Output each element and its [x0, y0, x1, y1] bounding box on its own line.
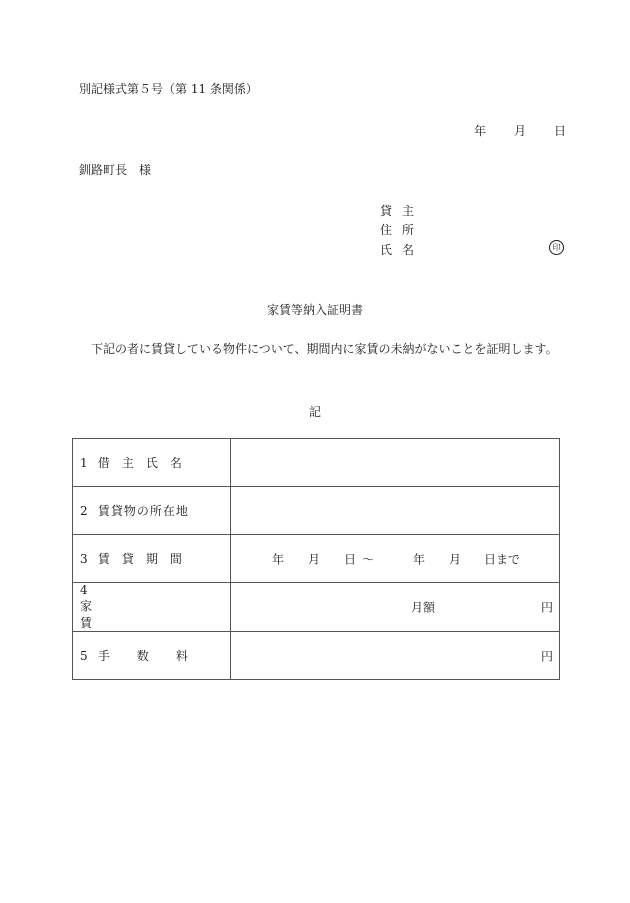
rental-period-cell[interactable]	[231, 535, 560, 583]
document-title: 家賃等納入証明書	[266, 303, 363, 317]
row-label: 借主氏名	[97, 456, 194, 470]
date-month: 月	[514, 124, 527, 138]
period-end-day: 日まで	[484, 552, 521, 566]
row-number: 4	[80, 583, 88, 597]
lender-title-label: 貸主	[380, 204, 425, 218]
lender-name-label: 氏名	[380, 243, 425, 257]
lender-address-label: 住所	[380, 223, 425, 237]
row-label-cell	[73, 487, 231, 535]
fee-yen-label: 円	[540, 649, 553, 663]
row-number: 3	[80, 552, 88, 566]
seal-mark: 印	[549, 240, 564, 255]
table-row	[73, 535, 560, 583]
rent-monthly-label: 月額	[411, 600, 436, 615]
period-tilde: ～	[362, 552, 375, 566]
rent-yen-label: 円	[540, 600, 553, 615]
table-row	[73, 487, 560, 535]
row-label: 手数料	[97, 649, 215, 663]
record-table	[72, 438, 560, 680]
property-location-cell[interactable]	[231, 487, 560, 535]
row-label-cell	[73, 535, 231, 583]
row-label: 家賃	[80, 599, 163, 630]
period-end-month: 月	[449, 552, 462, 566]
row-label-cell	[73, 439, 231, 487]
period-start-day: 日	[344, 552, 357, 566]
period-start-month: 月	[308, 552, 321, 566]
row-number: 5	[80, 649, 88, 663]
rent-cell[interactable]	[231, 583, 560, 632]
row-number: 2	[80, 504, 88, 518]
period-end-year: 年	[413, 552, 426, 566]
table-row	[73, 439, 560, 487]
table-row	[73, 632, 560, 680]
row-label-cell	[73, 583, 231, 632]
form-number: 別記様式第５号（第 11 条関係）	[79, 82, 258, 96]
body-text: 下記の者に賃貸している物件について、期間内に家賃の未納がないことを証明します。	[91, 342, 558, 356]
table-row	[73, 583, 560, 632]
ki-label: 記	[308, 405, 321, 419]
row-label-cell	[73, 632, 231, 680]
addressee: 釧路町長 様	[79, 163, 152, 177]
row-label: 賃貸物の所在地	[97, 504, 189, 518]
date-day: 日	[554, 124, 567, 138]
row-label: 賃貸期間	[97, 552, 194, 566]
borrower-name-cell[interactable]	[231, 439, 560, 487]
row-number: 1	[80, 456, 88, 470]
period-start-year: 年	[272, 552, 285, 566]
date-year: 年	[474, 124, 487, 138]
fee-cell[interactable]	[231, 632, 560, 680]
